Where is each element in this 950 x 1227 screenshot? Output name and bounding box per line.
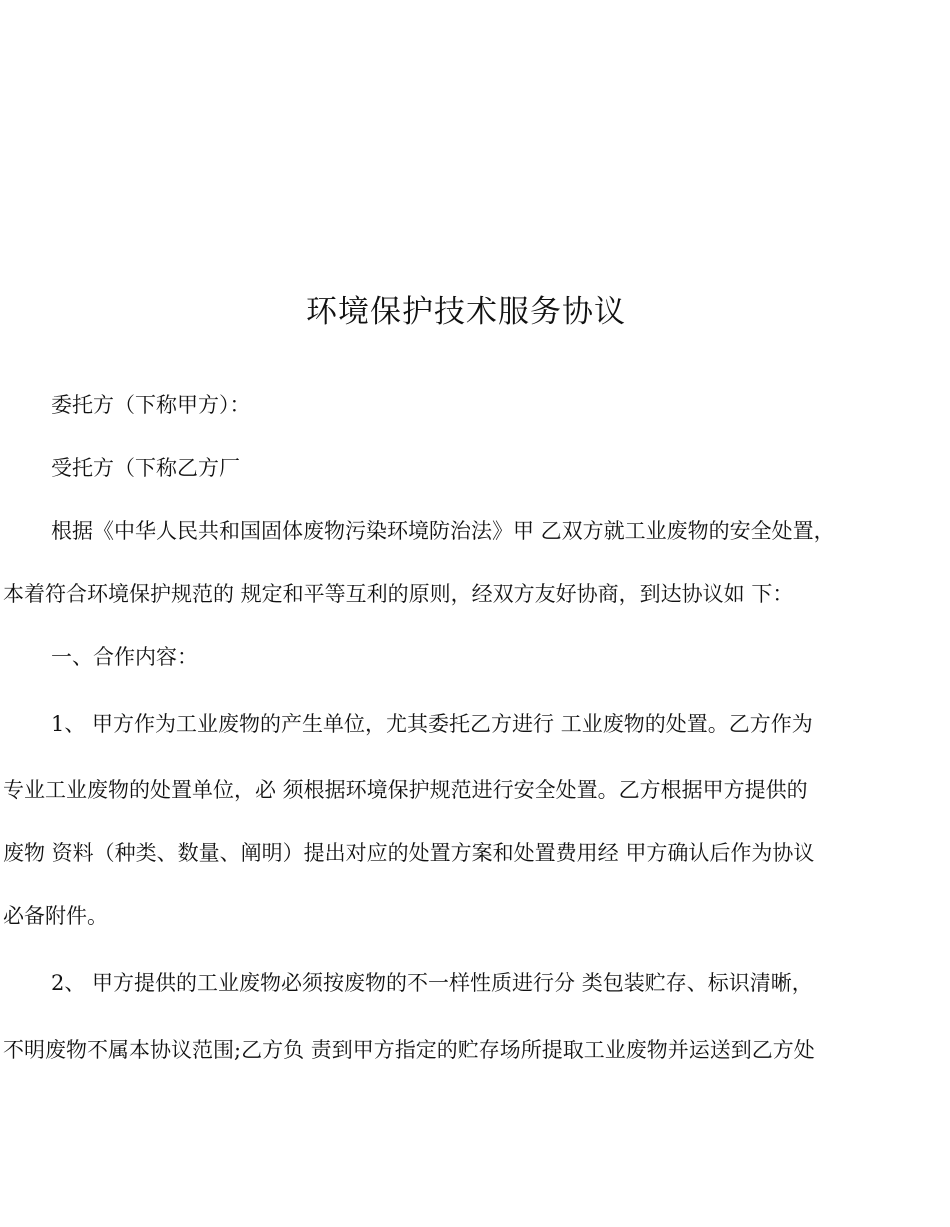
client-party-line: 委托方（下称甲方）： xyxy=(51,393,251,417)
clause-1-line-1: 1、 甲方作为工业废物的产生单位，尤其委托乙方进行 工业废物的处置。乙方作为 xyxy=(51,712,813,736)
preamble-line-2: 本着符合环境保护规范的 规定和平等互利的原则，经双方友好协商，到达协议如 下： xyxy=(3,582,794,606)
clause-1-line-4: 必备附件。 xyxy=(3,904,108,928)
preamble-line-1: 根据《中华人民共和国固体废物污染环境防治法》甲 乙双方就工业废物的安全处置， xyxy=(51,519,835,543)
clause-2-line-1: 2、 甲方提供的工业废物必须按废物的不一样性质进行分 类包装贮存、标识清晰， xyxy=(51,971,813,995)
clause-2-line-2: 不明废物不属本协议范围;乙方负 责到甲方指定的贮存场所提取工业废物并运送到乙方处 xyxy=(3,1038,815,1062)
contractor-party-line: 受托方（下称乙方厂 xyxy=(51,456,240,480)
section-heading-cooperation: 一、合作内容： xyxy=(51,645,198,669)
clause-1-line-2: 专业工业废物的处置单位，必 须根据环境保护规范进行安全处置。乙方根据甲方提供的 xyxy=(3,778,808,802)
document-title: 环境保护技术服务协议 xyxy=(306,294,626,330)
clause-1-line-3: 废物 资料（种类、数量、阐明）提出对应的处置方案和处置费用经 甲方确认后作为协议 xyxy=(3,841,815,865)
